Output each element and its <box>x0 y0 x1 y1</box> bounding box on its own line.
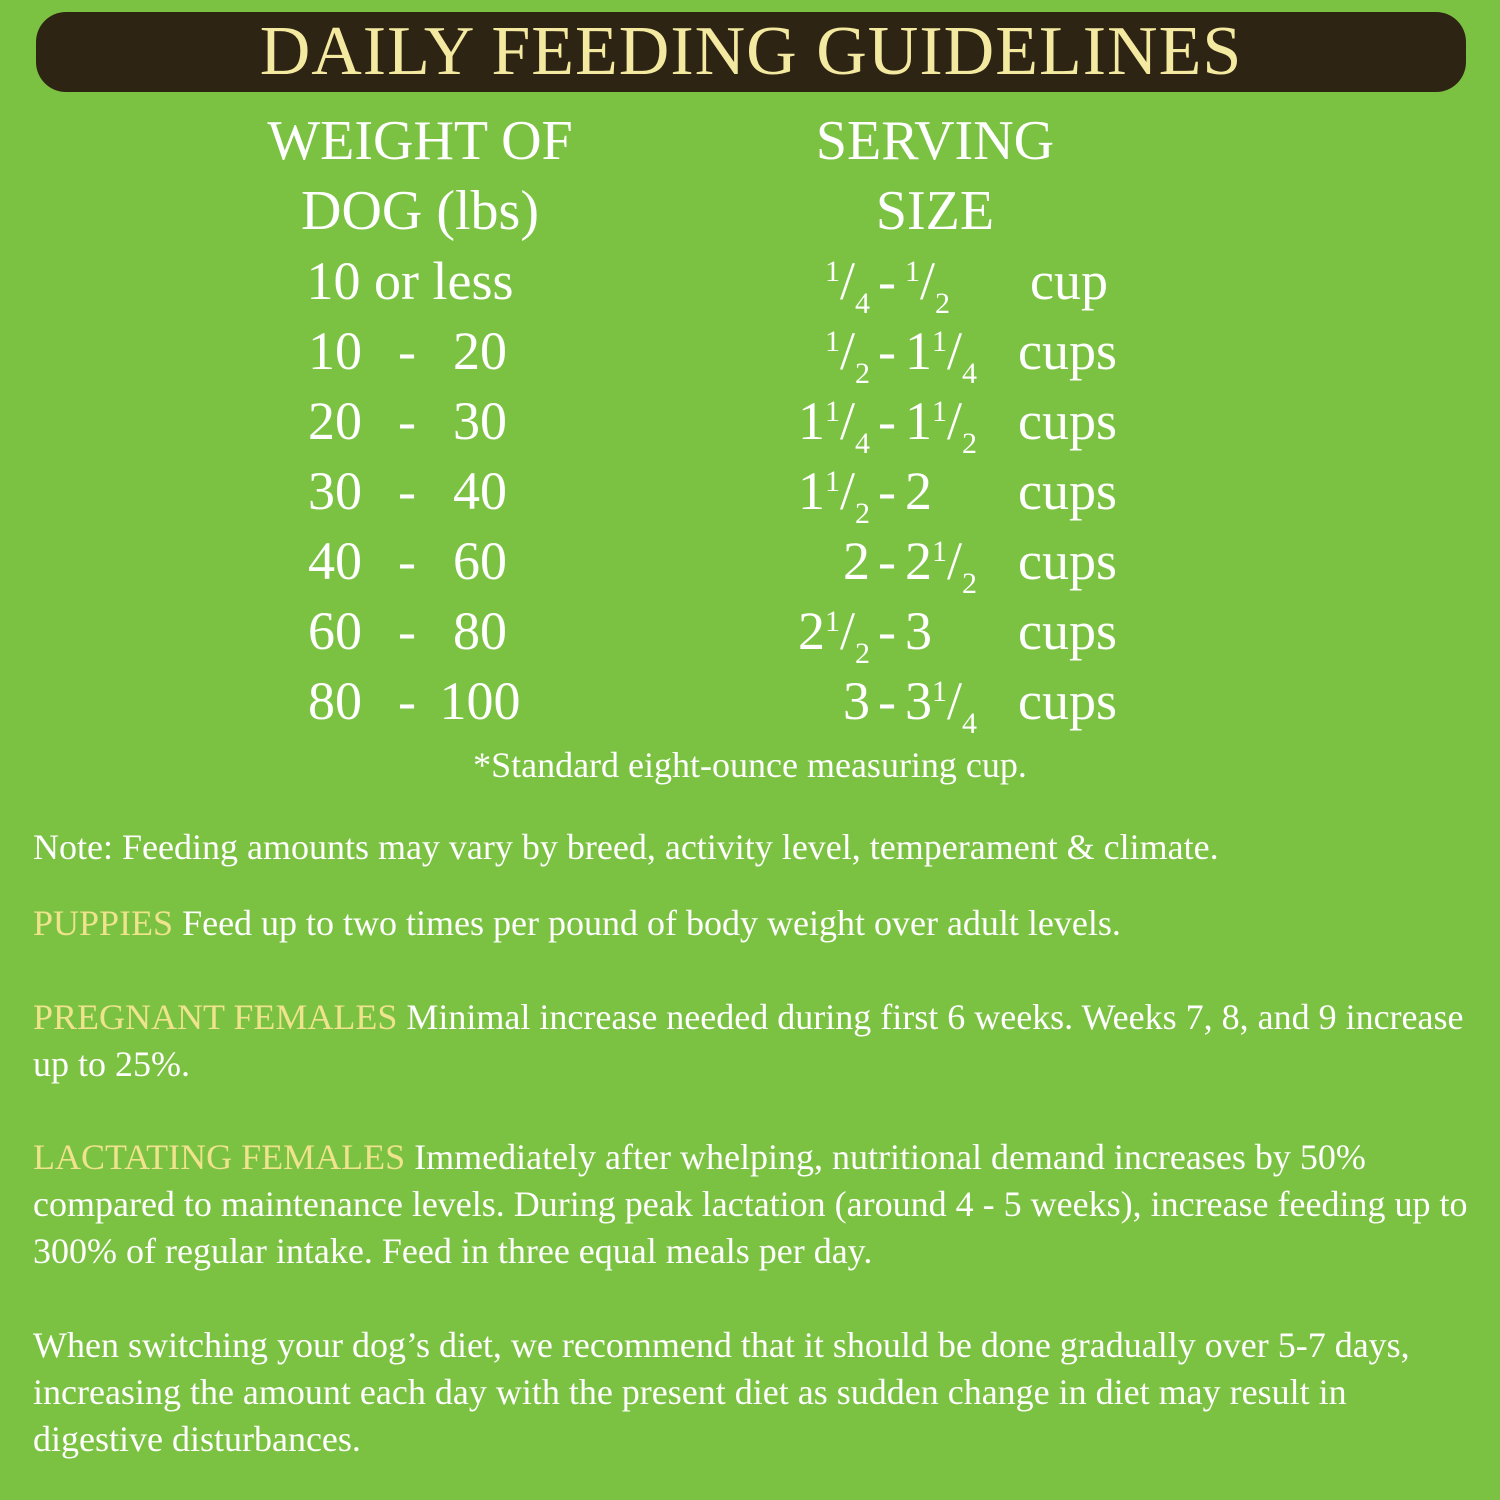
weight-from: 30 <box>308 461 362 521</box>
lactating-paragraph <box>33 1134 1473 1275</box>
weight-to: 60 <box>453 531 507 591</box>
serving-a-fraction-bar: / <box>839 601 855 661</box>
serving-a-whole: 2 <box>797 601 825 661</box>
serving-b <box>905 596 1000 666</box>
weight-from: 80 <box>308 671 362 731</box>
weight-dash: - <box>398 461 416 521</box>
weight-dash: - <box>398 671 416 731</box>
serving-a <box>770 596 870 670</box>
serving-a <box>770 316 870 390</box>
serving-b-denominator: 4 <box>962 357 978 390</box>
page-title: DAILY FEEDING GUIDELINES <box>259 13 1243 90</box>
serving-dash: - <box>878 461 896 521</box>
serving-a-denominator: 2 <box>855 637 870 670</box>
serving-a-whole: 3 <box>843 671 870 731</box>
serving-a <box>770 386 870 460</box>
serving-a <box>770 456 870 530</box>
serving-b-denominator: 2 <box>962 427 978 460</box>
weight-from: 10 <box>308 321 362 381</box>
serving-b <box>905 456 1000 526</box>
serving-unit: cups <box>1018 321 1117 381</box>
serving-b <box>905 316 1000 390</box>
serving-dash: - <box>878 601 896 661</box>
serving-b-fraction-bar: / <box>947 671 963 731</box>
serving-b-fraction-bar: / <box>947 321 963 381</box>
serving-b <box>905 666 1000 740</box>
weight-to: 30 <box>453 391 507 451</box>
serving-b-numerator: 1 <box>905 255 920 288</box>
table-row <box>0 246 1500 320</box>
serving-b-whole: 3 <box>905 601 932 661</box>
serving-unit: cups <box>1018 671 1117 731</box>
serving-a-numerator: 1 <box>824 255 840 288</box>
serving-a-denominator: 4 <box>855 427 870 460</box>
serving-a-fraction-bar: / <box>839 461 855 521</box>
serving-b <box>905 526 1000 600</box>
weight-dash: - <box>398 321 416 381</box>
serving-a-fraction-bar: / <box>839 321 855 381</box>
footnote: *Standard eight-ounce measuring cup. <box>473 745 1027 785</box>
table-row <box>0 316 1500 390</box>
weight-from: 60 <box>308 601 362 661</box>
lactating-label: LACTATING FEMALES <box>33 1137 406 1177</box>
pregnant-paragraph <box>33 994 1473 1088</box>
serving-a-numerator: 1 <box>824 465 840 498</box>
serving-b-denominator: 2 <box>935 287 951 320</box>
note-paragraph: Note: Feeding amounts may vary by breed, activity level, temperament & climate. <box>33 827 1219 867</box>
serving-a <box>770 526 870 596</box>
serving-a-denominator: 4 <box>855 287 870 320</box>
serving-a-denominator: 2 <box>855 357 870 390</box>
serving-unit: cups <box>1018 461 1117 521</box>
serving-dash: - <box>878 321 896 381</box>
serving-b <box>905 246 1000 320</box>
serving-b <box>905 386 1000 460</box>
weight-column-header <box>250 106 590 246</box>
serving-b-fraction-bar: / <box>947 391 963 451</box>
serving-b-numerator: 1 <box>932 675 947 708</box>
serving-header-line-1: SERVING <box>815 110 1055 172</box>
table-row <box>0 386 1500 460</box>
serving-b-whole: 1 <box>905 321 932 381</box>
weight-range: 10 or less <box>306 251 514 311</box>
weight-header-line-1: WEIGHT OF <box>267 110 573 172</box>
weight-to: 40 <box>453 461 507 521</box>
serving-a-fraction-bar: / <box>839 391 855 451</box>
serving-a <box>770 666 870 736</box>
serving-b-whole: 2 <box>905 531 932 591</box>
serving-a-whole: 1 <box>797 391 825 451</box>
table-row <box>0 456 1500 530</box>
table-row <box>0 526 1500 600</box>
weight-header-line-2: DOG (lbs) <box>301 180 539 242</box>
serving-column-header <box>760 106 1110 246</box>
serving-header-line-2: SIZE <box>875 180 995 242</box>
pregnant-text: Minimal increase needed during first 6 weeks. Weeks 7, 8, and 9 increase up to 25%. <box>33 997 1464 1084</box>
weight-dash: - <box>398 391 416 451</box>
serving-b-fraction-bar: / <box>920 251 936 311</box>
serving-a-numerator: 1 <box>824 395 840 428</box>
weight-from: 40 <box>308 531 362 591</box>
serving-b-fraction-bar: / <box>947 531 963 591</box>
serving-b-whole: 3 <box>905 671 932 731</box>
serving-unit: cups <box>1018 391 1117 451</box>
serving-a-fraction-bar: / <box>839 251 855 311</box>
serving-b-numerator: 1 <box>932 535 947 568</box>
weight-dash: - <box>398 601 416 661</box>
serving-a-numerator: 1 <box>824 325 840 358</box>
serving-b-denominator: 4 <box>962 707 978 740</box>
serving-a-whole: 1 <box>797 461 825 521</box>
switching-paragraph: When switching your dog’s diet, we recommend that it should be done gradually over 5-7 days, increasing the amount each day with the present diet as sudden change in diet may result in digestive disturbances. <box>33 1325 1410 1459</box>
puppies-paragraph <box>33 900 1473 947</box>
serving-dash: - <box>878 671 896 731</box>
serving-unit: cup <box>1030 251 1108 311</box>
pregnant-label: PREGNANT FEMALES <box>33 997 398 1037</box>
weight-dash: - <box>398 531 416 591</box>
serving-unit: cups <box>1018 601 1117 661</box>
title-banner <box>36 12 1466 92</box>
weight-from: 20 <box>308 391 362 451</box>
serving-b-denominator: 2 <box>962 567 978 600</box>
serving-b-whole: 1 <box>905 391 932 451</box>
serving-dash: - <box>878 251 896 311</box>
weight-to: 100 <box>439 671 521 731</box>
serving-b-numerator: 1 <box>932 325 947 358</box>
serving-a <box>770 246 870 320</box>
puppies-label: PUPPIES <box>33 903 174 943</box>
serving-unit: cups <box>1018 531 1117 591</box>
serving-b-whole: 2 <box>905 461 932 521</box>
serving-a-numerator: 1 <box>824 605 840 638</box>
serving-b-numerator: 1 <box>932 395 947 428</box>
table-row <box>0 596 1500 670</box>
serving-a-whole: 2 <box>843 531 870 591</box>
puppies-text: Feed up to two times per pound of body weight over adult levels. <box>173 903 1121 943</box>
weight-to: 20 <box>453 321 507 381</box>
serving-dash: - <box>878 391 896 451</box>
table-row <box>0 666 1500 740</box>
weight-to: 80 <box>453 601 507 661</box>
serving-dash: - <box>878 531 896 591</box>
serving-a-denominator: 2 <box>855 497 870 530</box>
lactating-text: Immediately after whelping, nutritional demand increases by 50% compared to maintenance levels. During peak lactation (around 4 - 5 weeks), increase feeding up to 300% of regular intake. Feed in three equal meals per day. <box>33 1137 1468 1271</box>
